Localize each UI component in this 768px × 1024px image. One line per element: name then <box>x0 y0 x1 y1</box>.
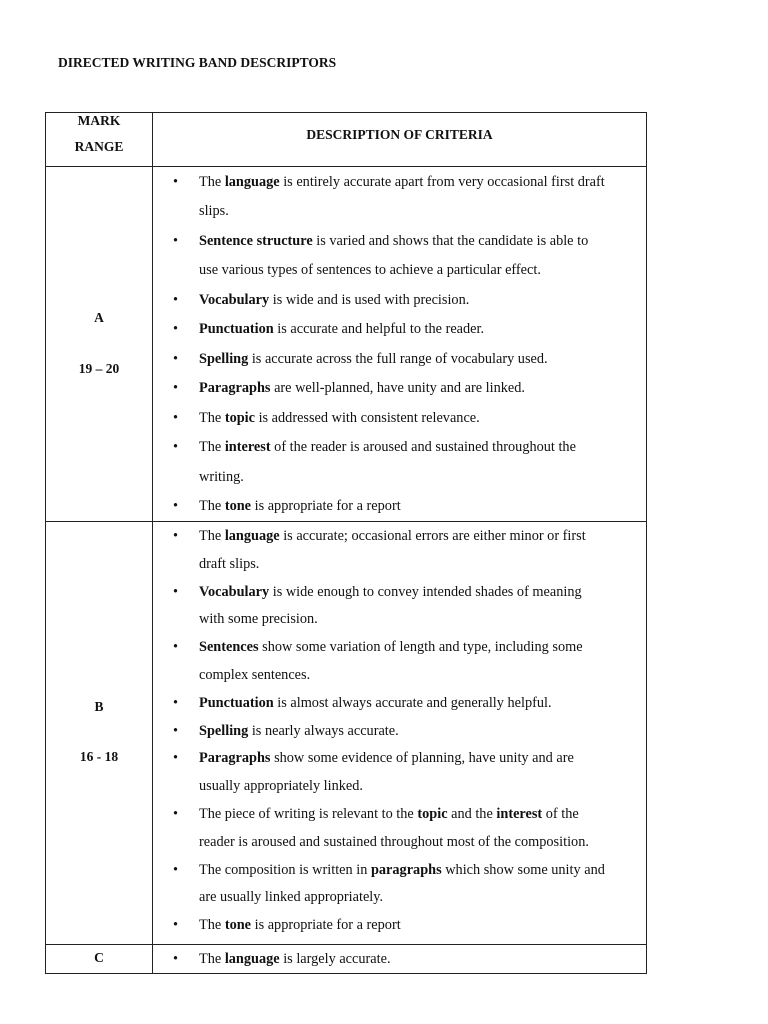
criterion-text: is entirely accurate apart from very occasional first draft <box>279 174 605 190</box>
criterion-line <box>153 168 605 197</box>
criterion-keyword: interest <box>496 805 543 822</box>
criterion-text: complex sentences. <box>199 666 311 683</box>
criterion-keyword: interest <box>224 439 271 456</box>
bullet-icon: • <box>173 750 179 767</box>
criterion-keyword: Paragraphs <box>199 750 271 767</box>
criterion-keyword: topic <box>224 409 255 426</box>
criterion-line <box>153 286 605 315</box>
criteria-cell <box>153 167 646 521</box>
criterion-line <box>153 551 605 579</box>
criterion-line <box>153 773 605 801</box>
criterion-line <box>153 374 605 403</box>
bullet-icon: • <box>173 528 179 544</box>
criterion-line <box>153 884 605 912</box>
criterion-text: is addressed with consistent relevance. <box>255 409 480 426</box>
criterion-line <box>153 634 605 662</box>
criterion-keyword: language <box>224 951 280 967</box>
criterion-keyword: Sentences <box>199 639 259 656</box>
criterion-text: is nearly always accurate. <box>248 722 399 739</box>
mark-range-header <box>46 113 153 166</box>
criterion-line <box>153 433 605 462</box>
mark-range-value: 16 - 18 <box>79 749 119 764</box>
criterion-keyword: Punctuation <box>199 694 274 711</box>
criterion-line <box>153 745 605 773</box>
criterion-text: and the <box>447 805 497 822</box>
criterion-text: are well-planned, have unity and are linked. <box>270 380 525 397</box>
criterion-line <box>153 315 605 344</box>
grade-label: A <box>94 310 104 325</box>
criterion-line <box>153 690 605 718</box>
criteria-cell <box>153 522 646 944</box>
criterion-line <box>153 404 605 433</box>
mark-range-cell <box>46 167 153 521</box>
mark-range-header-line2: RANGE <box>74 139 124 154</box>
criterion-text: show some variation of length and type, including some <box>258 639 583 656</box>
criterion-text: The composition is written in <box>199 861 371 878</box>
bullet-icon: • <box>173 321 179 338</box>
criterion-line <box>153 256 605 285</box>
criterion-keyword: Vocabulary <box>199 291 270 308</box>
bullet-icon: • <box>173 350 179 367</box>
criterion-keyword: topic <box>417 805 448 822</box>
bullet-icon: • <box>173 497 179 514</box>
criterion-line <box>153 463 605 492</box>
criterion-line <box>153 523 605 551</box>
criterion-text: is appropriate for a report <box>251 497 401 514</box>
criterion-text: is appropriate for a report <box>251 917 401 934</box>
grade-label: C <box>94 950 104 965</box>
criterion-line <box>153 606 605 634</box>
criterion-line <box>153 227 605 256</box>
bullet-icon: • <box>173 694 179 711</box>
criterion-keyword: Sentence structure <box>199 232 313 249</box>
criterion-keyword: Paragraphs <box>199 380 271 397</box>
bullet-icon: • <box>173 639 179 656</box>
table-row-c <box>46 945 646 974</box>
criterion-text: is accurate and helpful to the reader. <box>273 321 485 338</box>
criterion-text: is largely accurate. <box>279 951 391 967</box>
criterion-text: of the <box>542 805 579 822</box>
bullet-icon: • <box>173 805 179 822</box>
criterion-line <box>153 492 605 521</box>
criterion-keyword: Spelling <box>199 350 249 367</box>
table-row-b <box>46 522 646 945</box>
criterion-text: which show some unity and <box>441 861 605 878</box>
criterion-text: The <box>199 497 225 514</box>
criterion-line <box>153 912 605 940</box>
criterion-line <box>153 197 605 226</box>
criterion-text: is varied and shows that the candidate is able to <box>312 232 589 249</box>
bullet-icon: • <box>173 861 179 878</box>
criterion-text: slips. <box>199 203 229 220</box>
criterion-text: The <box>199 917 225 934</box>
criterion-text: The <box>199 439 225 456</box>
table-row-a <box>46 167 646 522</box>
bullet-icon: • <box>173 951 179 967</box>
criterion-text: usually appropriately linked. <box>199 778 363 795</box>
criterion-text: is accurate across the full range of vocabulary used. <box>248 350 548 367</box>
criterion-text: The <box>199 409 225 426</box>
mark-range-cell <box>46 945 153 973</box>
criterion-text: draft slips. <box>199 555 260 572</box>
criterion-text: reader is aroused and sustained throughout most of the composition. <box>199 833 589 850</box>
criterion-line <box>153 945 391 973</box>
criterion-line <box>153 662 605 690</box>
criterion-text: are usually linked appropriately. <box>199 889 384 906</box>
band-descriptors-table <box>45 112 647 974</box>
bullet-icon: • <box>173 232 179 249</box>
grade-label: B <box>94 699 104 714</box>
bullet-icon: • <box>173 722 179 739</box>
criterion-text: use various types of sentences to achieve a particular effect. <box>199 262 541 279</box>
bullet-icon: • <box>173 380 179 397</box>
criterion-line <box>153 857 605 885</box>
criterion-text: The piece of writing is relevant to the <box>199 805 418 822</box>
bullet-icon: • <box>173 917 179 934</box>
mark-range-cell <box>46 522 153 944</box>
mark-range-value: 19 – 20 <box>78 361 120 376</box>
criterion-text: is wide enough to convey intended shades of meaning <box>269 583 582 600</box>
criterion-keyword: tone <box>224 917 252 934</box>
description-header-cell <box>153 113 646 166</box>
criteria-cell <box>153 945 646 973</box>
criterion-line <box>153 345 605 374</box>
criterion-text: is accurate; occasional errors are either minor or first <box>279 528 586 544</box>
mark-range-header-line1: MARK <box>77 113 121 128</box>
criterion-line <box>153 801 605 829</box>
criterion-line <box>153 829 605 857</box>
criterion-keyword: language <box>224 528 280 544</box>
criterion-text: writing. <box>199 468 244 485</box>
bullet-icon: • <box>173 409 179 426</box>
document-title: DIRECTED WRITING BAND DESCRIPTORS <box>58 55 337 70</box>
criterion-keyword: Spelling <box>199 722 249 739</box>
criterion-line <box>153 718 605 746</box>
criterion-keyword: language <box>224 174 280 190</box>
criterion-text: The <box>199 951 225 967</box>
criterion-text: The <box>199 528 225 544</box>
criterion-text: with some precision. <box>199 611 318 628</box>
criterion-keyword: Vocabulary <box>199 583 270 600</box>
criterion-text: The <box>199 174 225 190</box>
criterion-text: is wide and is used with precision. <box>269 291 470 308</box>
criterion-keyword: Punctuation <box>199 321 274 338</box>
criterion-text: of the reader is aroused and sustained throughout the <box>270 439 576 456</box>
bullet-icon: • <box>173 291 179 308</box>
bullet-icon: • <box>173 174 179 190</box>
criterion-keyword: paragraphs <box>370 861 442 878</box>
criterion-text: is almost always accurate and generally helpful. <box>273 694 552 711</box>
criterion-line <box>153 579 605 607</box>
bullet-icon: • <box>173 439 179 456</box>
bullet-icon: • <box>173 583 179 600</box>
criterion-keyword: tone <box>224 497 252 514</box>
criterion-text: show some evidence of planning, have unity and are <box>270 750 574 767</box>
table-header-row <box>46 113 646 167</box>
description-header: DESCRIPTION OF CRITERIA <box>306 127 493 142</box>
